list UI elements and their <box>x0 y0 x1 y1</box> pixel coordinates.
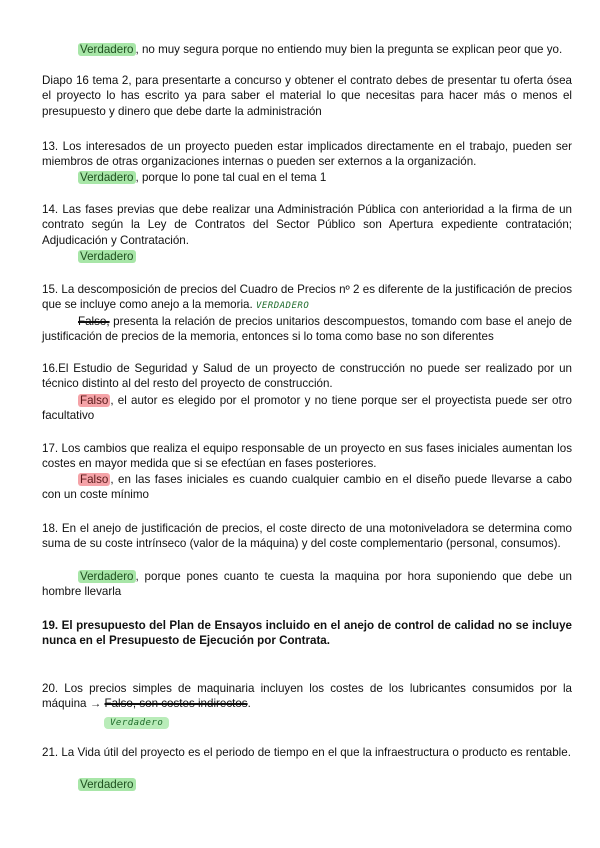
answer-text: , porque pones cuanto te cuesta la maquina por hora suponiendo que debe un hombre llevarla <box>42 570 572 599</box>
answer-tag-true: Verdadero <box>80 43 134 56</box>
answer-text: , porque lo pone tal cual en el tema 1 <box>135 171 327 184</box>
question-21: 21. La Vida útil del proyecto es el periodo de tiempo en el que la infraestructura o producto es rentable. <box>42 746 571 759</box>
answer-18 <box>42 569 572 600</box>
intro-note: Diapo 16 tema 2, para presentarte a concurso y obtener el contrato debes de presentar tu oferta ósea el proyecto lo has escrito ya para saber el material lo que necesitas para hacer más o menos el presupuesto y dinero que debe darte la administración <box>42 74 572 118</box>
answer-13 <box>42 170 572 185</box>
question-16: 16.El Estudio de Seguridad y Salud de un proyecto de construcción no puede ser realizado por un técnico distinto al del resto del proyecto de construcción. <box>42 362 572 391</box>
question-19: 19. El presupuesto del Plan de Ensayos incluido en el anejo de control de calidad no se incluye nunca en el Presupuesto de Ejecución por Contrata. <box>42 619 572 648</box>
answer-17 <box>42 472 572 503</box>
answer-14 <box>42 249 572 264</box>
answer-tag-false: Falso <box>80 473 109 486</box>
answer-tag-true: Verdadero <box>80 778 134 791</box>
intro-answer <box>42 42 572 57</box>
struck-answer: Falso, <box>78 315 110 328</box>
handwritten-answer: VERDADERO <box>255 301 310 312</box>
handwritten-answer: Verdadero <box>104 717 169 729</box>
answer-15 <box>42 314 572 345</box>
answer-text: , en las fases iniciales es cuando cualquier cambio en el diseño puede llevarse a cabo con un coste mínimo <box>42 473 572 502</box>
answer-tag-true: Verdadero <box>80 250 134 263</box>
answer-20 <box>104 714 169 731</box>
answer-21 <box>42 777 572 792</box>
answer-tag-true: Verdadero <box>80 570 134 583</box>
answer-tag-false: Falso <box>80 394 109 407</box>
answer-16 <box>42 393 572 424</box>
question-17: 17. Los cambios que realiza el equipo responsable de un proyecto en sus fases iniciales aumentan los costes en mayor medida que si se efectúan en fases posteriores. <box>42 442 572 471</box>
struck-answer: Falso, son costes indirectos <box>104 697 248 711</box>
question-13: 13. Los interesados de un proyecto pueden estar implicados directamente en el trabajo, pueden ser miembros de otras organizaciones internas o pueden ser externos a la organización. <box>42 140 572 169</box>
answer-text: , el autor es elegido por el promotor y no tiene porque ser el proyectista puede ser otro facultativo <box>42 394 572 423</box>
answer-tag-true: Verdadero <box>80 171 134 184</box>
question-text: 20. Los precios simples de maquinaria incluyen los costes de los lubricantes consumidos por la máquina → <box>42 682 572 711</box>
question-18: 18. En el anejo de justificación de precios, el coste directo de una motoniveladora se determina como suma de su coste intrínseco (valor de la máquina) y del coste complementario (personal, consumos). <box>42 522 572 551</box>
question-text: 15. La descomposición de precios del Cuadro de Precios nº 2 es diferente de la justificación de precios que se incluye como anejo a la memoria. <box>42 283 572 312</box>
answer-text: , no muy segura porque no entiendo muy bien la pregunta se explican peor que yo. <box>135 43 563 56</box>
question-20: 20. Los precios simples de maquinaria incluyen los costes de los lubricantes consumidos por la máquina → Falso, son costes indirectos. <box>42 682 572 711</box>
question-14: 14. Las fases previas que debe realizar una Administración Pública con anterioridad a la firma de un contrato según la Ley de Contratos del Sector Público son Apertura expediente contratación; Adjudicación y Contratación. <box>42 203 572 247</box>
answer-text: presenta la relación de precios unitarios descompuestos, tomando com base el anejo de justificación de precios de la memoria, entonces si lo toma como base no son diferentes <box>42 315 572 344</box>
question-15 <box>42 282 572 315</box>
